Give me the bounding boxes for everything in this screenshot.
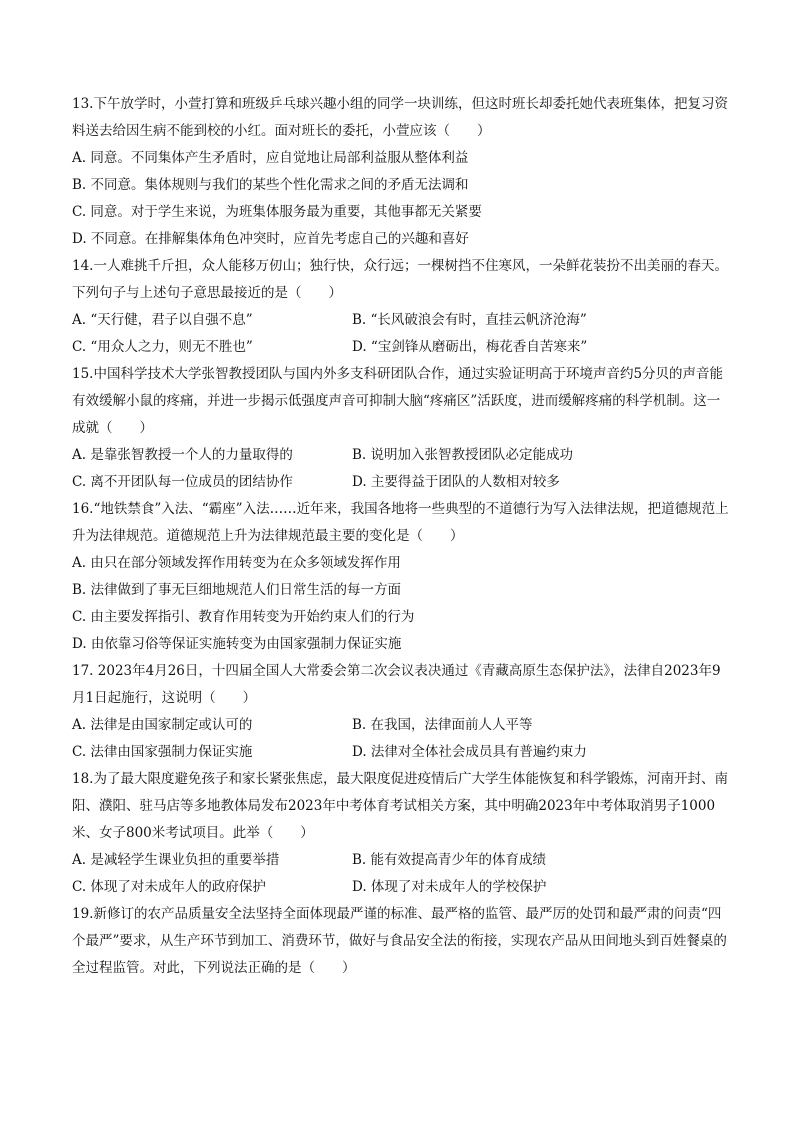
question-15 xyxy=(72,361,732,496)
question-18 xyxy=(72,766,732,901)
option-b: B. 不同意。集体规则与我们的某些个性化需求之间的矛盾无法调和 xyxy=(72,177,469,193)
option-a: A. 同意。不同集体产生矛盾时，应自觉地让局部利益服从整体利益 xyxy=(72,150,469,166)
option-c: C. 同意。对于学生来说，为班集体服务最为重要，其他事都无关紧要 xyxy=(72,204,482,220)
question-stem: 13.下午放学时，小萱打算和班级乒乓球兴趣小组的同学一块训练，但这时班长却委托她代表班集体，把复习资料送去给因生病不能到校的小红。面对班长的委托，小萱应该（ ） xyxy=(72,96,728,139)
option-c: C. 体现了对未成年人的政府保护 xyxy=(72,879,266,895)
question-19 xyxy=(72,901,732,982)
option-a: A. 由只在部分领域发挥作用转变为在众多领域发挥作用 xyxy=(72,555,401,571)
option-a: A. 法律是由国家制定或认可的 xyxy=(72,717,253,733)
question-list xyxy=(72,91,732,982)
option-b: B. 能有效提高青少年的体育成绩 xyxy=(352,852,547,868)
option-c: C. 离不开团队每一位成员的团结协作 xyxy=(72,474,293,490)
option-c: C. 法律由国家强制力保证实施 xyxy=(72,744,253,760)
question-stem: 17. 2023年4月26日，十四届全国人大常委会第二次会议表决通过《青藏高原生态保护法》，法律自2023年9月1日起施行，这说明（ ） xyxy=(72,663,721,706)
option-a: A. 是减轻学生课业负担的重要举措 xyxy=(72,852,280,868)
option-b: B. 说明加入张智教授团队必定能成功 xyxy=(352,447,574,463)
option-d: D. 体现了对未成年人的学校保护 xyxy=(352,879,547,895)
question-stem: 19.新修订的农产品质量安全法坚持全面体现最严谨的标准、最严格的监管、最严厉的处罚和最严肃的问责“四个最严”要求，从生产环节到加工、消费环节，做好与食品安全法的衔接，实现农产品从田间地头到百姓餐桌的全过程监管。对此，下列说法正确的是（ ） xyxy=(72,906,727,976)
option-c: C. “用众人之力，则无不胜也” xyxy=(72,339,253,355)
question-stem: 16.“地铁禁食”入法、“霸座”入法……近年来，我国各地将一些典型的不道德行为写入法律法规，把道德规范上升为法律规范。道德规范上升为法律规范最主要的变化是（ ） xyxy=(72,501,729,544)
option-c: C. 由主要发挥指引、教育作用转变为开始约束人们的行为 xyxy=(72,609,415,625)
question-stem: 14.一人难挑千斤担，众人能移万仞山；独行快，众行远；一棵树挡不住寒风，一朵鲜花装扮不出美丽的春天。下列句子与上述句子意思最接近的是（ ） xyxy=(72,258,728,301)
question-13 xyxy=(72,91,732,253)
question-stem: 15.中国科学技术大学张智教授团队与国内外多支科研团队合作，通过实验证明高于环境声音约5分贝的声音能有效缓解小鼠的疼痛，并进一步揭示低强度声音可抑制大脑“疼痛区”活跃度，进而缓解疼痛的科学机制。这一成就（ ） xyxy=(72,366,724,436)
question-16 xyxy=(72,496,732,658)
option-b: B. “长风破浪会有时，直挂云帆济沧海” xyxy=(352,312,587,328)
option-a: A. 是靠张智教授一个人的力量取得的 xyxy=(72,447,293,463)
option-b: B. 在我国，法律面前人人平等 xyxy=(352,717,533,733)
option-d: D. 由依靠习俗等保证实施转变为由国家强制力保证实施 xyxy=(72,636,402,652)
option-d: D. 法律对全体社会成员具有普遍约束力 xyxy=(352,744,587,760)
question-stem: 18.为了最大限度避免孩子和家长紧张焦虑，最大限度促进疫情后广大学生体能恢复和科学锻炼，河南开封、南阳、濮阳、驻马店等多地教体局发布2023年中考体育考试相关方案，其中明确2023年中考体取消男子1000米、女子800米考试项目。此举（ ） xyxy=(72,771,728,841)
question-14 xyxy=(72,253,732,361)
option-d: D. 主要得益于团队的人数相对较多 xyxy=(352,474,560,490)
question-17 xyxy=(72,658,732,766)
option-d: D. 不同意。在排解集体角色冲突时，应首先考虑自己的兴趣和喜好 xyxy=(72,231,469,247)
option-a: A. “天行健，君子以自强不息” xyxy=(72,312,253,328)
option-b: B. 法律做到了事无巨细地规范人们日常生活的每一方面 xyxy=(72,582,402,598)
option-d: D. “宝剑锋从磨砺出，梅花香自苦寒来” xyxy=(352,339,588,355)
